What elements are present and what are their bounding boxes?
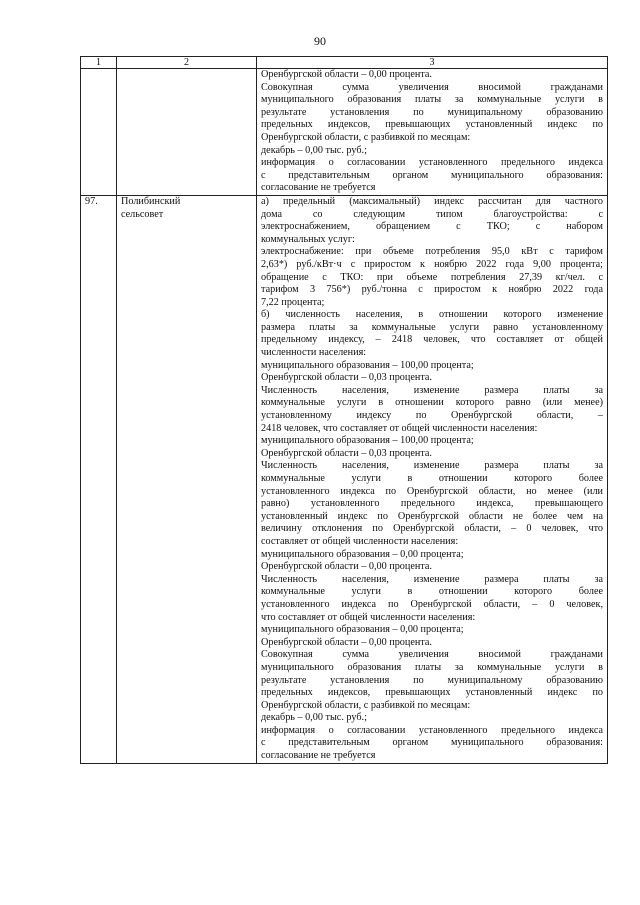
content-line: обращение с ТКО: при объеме потребления 27,39 кг/чел. с — [261, 271, 603, 283]
municipality-name — [117, 69, 257, 196]
content-line: согласование не требуется — [261, 750, 376, 762]
content-line: предельному индексу, – 2418 человек, что составляет от общей — [261, 334, 603, 346]
municipality-name-line-1: Полибинский — [121, 195, 181, 207]
content-line: установленный индекс по Оренбургской области не более чем на — [261, 510, 603, 522]
header-col-2: 2 — [117, 57, 257, 69]
content-line: 2,63*) руб./кВт·ч с приростом к ноябрю 2022 года 9,00 процента; — [261, 258, 603, 270]
table-header-row — [81, 57, 608, 69]
content-line: коммунальные услуги в отношении которого равно (или менее) — [261, 397, 603, 409]
content-line: численности населения: — [261, 347, 367, 359]
content-line: результате установления по муниципальному образованию — [261, 674, 603, 686]
content-line: 2418 человек, что составляет от общей численности населения: — [261, 422, 538, 434]
municipality-name-line-2: сельсовет — [121, 208, 164, 220]
content-line: Оренбургской области – 0,00 процента. — [261, 561, 432, 573]
content-line: установленного индекса по Оренбургской области, – 0 человек, — [261, 598, 603, 610]
municipality-name — [117, 195, 257, 763]
content-line: дома со следующим типом благоустройства: с — [261, 208, 603, 220]
content-line: электроснабжение: при объеме потребления 95,0 кВт с тарифом — [261, 246, 603, 258]
content-line: Совокупная сумма увеличения вносимой гражданами — [261, 81, 603, 93]
content-line: результате установления по муниципальному образованию — [261, 106, 603, 118]
page-number: 90 — [314, 34, 326, 48]
content-line: коммунальных услуг: — [261, 233, 355, 245]
content-line: коммунальные услуги в отношении которого более — [261, 473, 603, 484]
content-line: Оренбургской области – 0,00 процента. — [261, 636, 432, 648]
row-content — [257, 195, 608, 763]
content-line: Оренбургской области – 0,03 процента. — [261, 372, 432, 384]
content-line: установленному индексу по Оренбургской области, – — [261, 410, 603, 422]
content-line: тарифом 3 756*) руб./тонна с приростом к ноябрю 2022 года — [261, 284, 603, 296]
content-line: муниципального образования платы за коммунальные услуги в — [261, 661, 603, 673]
content-line: муниципального образования – 100,00 процента; — [261, 359, 474, 371]
content-line: коммунальные услуги в отношении которого более — [261, 586, 603, 598]
content-line: предельных индексов, превышающих установленный индекс по — [261, 687, 603, 699]
content-line: Оренбургской области, с разбивкой по месяцам: — [261, 131, 471, 143]
content-line: муниципального образования – 0,00 процента; — [261, 548, 464, 560]
content-line: декабрь – 0,00 тыс. руб.; — [261, 144, 367, 156]
content-line: что составляет от общей численности населения: — [261, 611, 476, 623]
row-content — [257, 69, 608, 196]
content-line: Оренбургской области – 0,03 процента. — [261, 447, 432, 459]
content-line: размера платы за коммунальные услуги равно установленному — [261, 321, 603, 333]
content-line: Численность населения, изменение размера платы за — [261, 384, 603, 396]
content-line: а) предельный (максимальный) индекс рассчитан для частного — [261, 195, 603, 207]
content-line: согласование не требуется — [261, 182, 376, 194]
content-line: предельных индексов, превышающих установленный индекс по — [261, 119, 603, 131]
content-line: муниципального образования – 100,00 процента; — [261, 435, 474, 447]
content-line: информация о согласовании установленного предельного индекса — [261, 157, 603, 169]
table-row-97 — [81, 195, 608, 763]
header-col-3: 3 — [257, 57, 608, 69]
content-line: составляет от общей численности населения: — [261, 535, 459, 547]
header-col-1: 1 — [81, 57, 117, 69]
content-line: величину отклонения по Оренбургской области, – 0 человек, что — [261, 523, 603, 535]
content-line: Численность населения, изменение размера платы за — [261, 460, 603, 472]
content-line: Оренбургской области – 0,00 процента. — [261, 69, 432, 80]
content-line: Численность населения, изменение размера платы за — [261, 573, 603, 585]
content-line: установленного индекса по Оренбургской области, но менее (или — [261, 485, 603, 497]
content-line: Совокупная сумма увеличения вносимой гражданами — [261, 649, 603, 661]
row-number — [81, 69, 117, 196]
content-line: 7,22 процента; — [261, 296, 325, 308]
row-number: 97. — [81, 195, 117, 763]
content-line: равно) установленного предельного индекса, превышающего — [261, 498, 603, 510]
content-line: муниципального образования – 0,00 процента; — [261, 624, 464, 636]
content-line: информация о согласовании установленного предельного индекса — [261, 724, 603, 736]
content-line: декабрь – 0,00 тыс. руб.; — [261, 712, 367, 724]
table-row-continuation — [81, 69, 608, 196]
data-table — [80, 56, 608, 764]
content-line: муниципального образования платы за коммунальные услуги в — [261, 94, 603, 106]
content-line: с представительным органом муниципального образования: — [261, 169, 603, 181]
content-line: электроснабжением, обращением с ТКО; с набором — [261, 221, 603, 233]
content-line: Оренбургской области, с разбивкой по месяцам: — [261, 699, 471, 711]
content-line: б) численность населения, в отношении которого изменение — [261, 309, 603, 321]
content-line: с представительным органом муниципального образования: — [261, 737, 603, 749]
